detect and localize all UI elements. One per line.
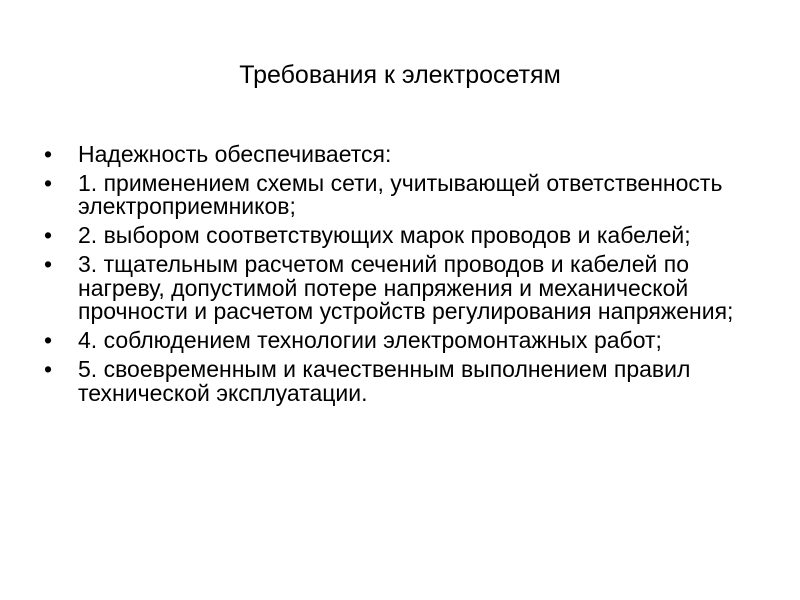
bullet-icon: • [44,251,53,278]
list-item [44,169,764,220]
bullet-icon: • [44,169,53,196]
list-item [44,329,764,353]
list-item [44,358,764,405]
list-item [44,224,764,248]
bullet-icon: • [44,222,53,249]
slide-title: Требования к электросетям [239,61,561,89]
list-item-text: 5. своевременным и качественным выполнением правил технической эксплуатации. [78,356,691,406]
bullet-icon: • [44,327,53,354]
list-item-text: 3. тщательным расчетом сечений проводов и кабелей по нагреву, допустимой потере напряжения и механической прочности и расчетом устройств регулирования напряжения; [78,251,734,325]
list-item [44,253,764,324]
list-item-text: 1. применением схемы сети, учитывающей ответственность электроприемников; [78,169,723,220]
list-item-text: 2. выбором соответствующих марок проводов и кабелей; [78,222,691,249]
list-item-text: Надежность обеспечивается: [78,141,392,167]
bullet-list [44,143,764,411]
list-item [44,143,764,167]
bullet-icon: • [44,141,53,167]
list-item-text: 4. соблюдением технологии электромонтажных работ; [78,327,662,354]
bullet-icon: • [44,356,53,383]
